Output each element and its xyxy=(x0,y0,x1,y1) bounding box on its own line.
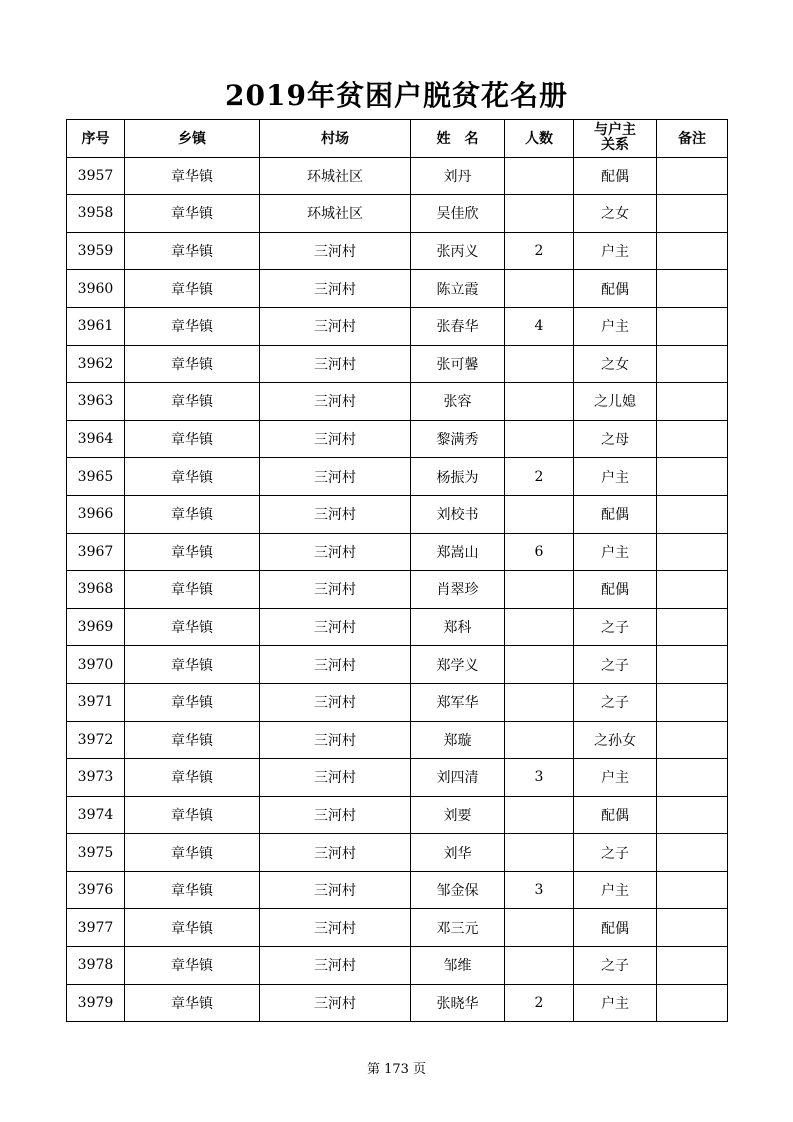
header-township: 乡镇 xyxy=(125,120,260,158)
document-title: 2019年贫困户脱贫花名册 xyxy=(225,79,568,112)
cell-relation: 户主 xyxy=(574,307,657,345)
cell-household-size xyxy=(505,796,574,834)
cell-relation: 户主 xyxy=(574,458,657,496)
cell-household-size: 2 xyxy=(505,232,574,270)
cell-remarks xyxy=(657,195,728,233)
cell-remarks xyxy=(657,458,728,496)
cell-name: 刘华 xyxy=(411,834,505,872)
cell-index: 3959 xyxy=(67,232,125,270)
cell-township: 章华镇 xyxy=(125,195,260,233)
cell-name: 张丙义 xyxy=(411,232,505,270)
cell-village: 三河村 xyxy=(260,834,411,872)
cell-remarks xyxy=(657,495,728,533)
header-relation-text: 与户主 关系 xyxy=(594,122,636,154)
cell-township: 章华镇 xyxy=(125,909,260,947)
cell-household-size xyxy=(505,195,574,233)
cell-township: 章华镇 xyxy=(125,947,260,985)
cell-name: 邓三元 xyxy=(411,909,505,947)
cell-household-size: 3 xyxy=(505,871,574,909)
cell-name: 郑璇 xyxy=(411,721,505,759)
cell-relation: 之子 xyxy=(574,646,657,684)
cell-name: 杨振为 xyxy=(411,458,505,496)
cell-township: 章华镇 xyxy=(125,307,260,345)
cell-name: 张可馨 xyxy=(411,345,505,383)
cell-index: 3975 xyxy=(67,834,125,872)
cell-township: 章华镇 xyxy=(125,232,260,270)
cell-remarks xyxy=(657,834,728,872)
cell-index: 3974 xyxy=(67,796,125,834)
cell-relation: 之孙女 xyxy=(574,721,657,759)
cell-remarks xyxy=(657,307,728,345)
cell-household-size xyxy=(505,909,574,947)
table-row xyxy=(67,495,728,533)
cell-township: 章华镇 xyxy=(125,834,260,872)
cell-remarks xyxy=(657,871,728,909)
cell-village: 三河村 xyxy=(260,796,411,834)
cell-remarks xyxy=(657,345,728,383)
cell-village: 三河村 xyxy=(260,683,411,721)
table-row xyxy=(67,608,728,646)
cell-name: 刘四清 xyxy=(411,759,505,797)
cell-name: 吴佳欣 xyxy=(411,195,505,233)
cell-relation: 户主 xyxy=(574,984,657,1022)
cell-household-size xyxy=(505,721,574,759)
table-row xyxy=(67,759,728,797)
cell-remarks xyxy=(657,533,728,571)
cell-township: 章华镇 xyxy=(125,533,260,571)
cell-township: 章华镇 xyxy=(125,683,260,721)
cell-village: 环城社区 xyxy=(260,157,411,195)
cell-index: 3962 xyxy=(67,345,125,383)
cell-township: 章华镇 xyxy=(125,495,260,533)
cell-household-size xyxy=(505,683,574,721)
cell-name: 黎满秀 xyxy=(411,420,505,458)
cell-remarks xyxy=(657,759,728,797)
cell-index: 3972 xyxy=(67,721,125,759)
cell-household-size xyxy=(505,834,574,872)
header-remarks: 备注 xyxy=(657,120,728,158)
cell-index: 3968 xyxy=(67,571,125,609)
cell-village: 三河村 xyxy=(260,232,411,270)
cell-remarks xyxy=(657,571,728,609)
cell-relation: 配偶 xyxy=(574,909,657,947)
cell-index: 3957 xyxy=(67,157,125,195)
cell-township: 章华镇 xyxy=(125,646,260,684)
cell-name: 刘丹 xyxy=(411,157,505,195)
table-body xyxy=(67,157,728,1022)
page-number: 第 173 页 xyxy=(366,1062,427,1077)
cell-index: 3967 xyxy=(67,533,125,571)
header-index: 序号 xyxy=(67,120,125,158)
cell-relation: 之女 xyxy=(574,195,657,233)
cell-relation: 配偶 xyxy=(574,495,657,533)
cell-index: 3978 xyxy=(67,947,125,985)
cell-relation: 户主 xyxy=(574,871,657,909)
cell-name: 张容 xyxy=(411,383,505,421)
table-row xyxy=(67,571,728,609)
cell-index: 3961 xyxy=(67,307,125,345)
cell-index: 3960 xyxy=(67,270,125,308)
table-row xyxy=(67,947,728,985)
cell-household-size xyxy=(505,345,574,383)
cell-remarks xyxy=(657,947,728,985)
cell-relation: 配偶 xyxy=(574,796,657,834)
cell-household-size xyxy=(505,495,574,533)
cell-village: 三河村 xyxy=(260,984,411,1022)
cell-township: 章华镇 xyxy=(125,458,260,496)
cell-village: 三河村 xyxy=(260,383,411,421)
cell-household-size: 4 xyxy=(505,307,574,345)
cell-township: 章华镇 xyxy=(125,270,260,308)
cell-village: 三河村 xyxy=(260,759,411,797)
cell-remarks xyxy=(657,383,728,421)
cell-village: 三河村 xyxy=(260,458,411,496)
table-header-row xyxy=(67,120,728,158)
cell-name: 邹金保 xyxy=(411,871,505,909)
table-row xyxy=(67,796,728,834)
cell-index: 3976 xyxy=(67,871,125,909)
cell-index: 3970 xyxy=(67,646,125,684)
cell-index: 3973 xyxy=(67,759,125,797)
cell-household-size xyxy=(505,571,574,609)
cell-relation: 之女 xyxy=(574,345,657,383)
cell-village: 三河村 xyxy=(260,270,411,308)
table-row xyxy=(67,157,728,195)
cell-remarks xyxy=(657,232,728,270)
cell-township: 章华镇 xyxy=(125,571,260,609)
roster-table xyxy=(66,119,728,1022)
cell-township: 章华镇 xyxy=(125,871,260,909)
cell-name: 郑嵩山 xyxy=(411,533,505,571)
cell-village: 环城社区 xyxy=(260,195,411,233)
table-row xyxy=(67,683,728,721)
cell-household-size xyxy=(505,646,574,684)
cell-relation: 配偶 xyxy=(574,157,657,195)
table-row xyxy=(67,345,728,383)
table-row xyxy=(67,383,728,421)
cell-name: 刘要 xyxy=(411,796,505,834)
cell-name: 张晓华 xyxy=(411,984,505,1022)
cell-household-size: 2 xyxy=(505,984,574,1022)
cell-township: 章华镇 xyxy=(125,345,260,383)
cell-village: 三河村 xyxy=(260,721,411,759)
header-household-size: 人数 xyxy=(505,120,574,158)
cell-relation: 之子 xyxy=(574,608,657,646)
cell-relation: 户主 xyxy=(574,232,657,270)
cell-household-size xyxy=(505,608,574,646)
cell-township: 章华镇 xyxy=(125,383,260,421)
cell-relation: 户主 xyxy=(574,533,657,571)
cell-village: 三河村 xyxy=(260,947,411,985)
cell-village: 三河村 xyxy=(260,871,411,909)
cell-name: 郑军华 xyxy=(411,683,505,721)
cell-name: 刘校书 xyxy=(411,495,505,533)
header-name: 姓 名 xyxy=(411,120,505,158)
cell-township: 章华镇 xyxy=(125,420,260,458)
cell-household-size xyxy=(505,420,574,458)
cell-household-size xyxy=(505,947,574,985)
cell-relation: 之子 xyxy=(574,947,657,985)
cell-household-size: 3 xyxy=(505,759,574,797)
cell-remarks xyxy=(657,157,728,195)
cell-relation: 之子 xyxy=(574,683,657,721)
cell-village: 三河村 xyxy=(260,495,411,533)
table-row xyxy=(67,984,728,1022)
cell-township: 章华镇 xyxy=(125,608,260,646)
table-row xyxy=(67,646,728,684)
cell-village: 三河村 xyxy=(260,571,411,609)
cell-remarks xyxy=(657,721,728,759)
cell-village: 三河村 xyxy=(260,646,411,684)
table-row xyxy=(67,909,728,947)
cell-name: 邹维 xyxy=(411,947,505,985)
cell-relation: 之母 xyxy=(574,420,657,458)
cell-index: 3966 xyxy=(67,495,125,533)
cell-township: 章华镇 xyxy=(125,984,260,1022)
cell-village: 三河村 xyxy=(260,345,411,383)
header-village: 村场 xyxy=(260,120,411,158)
cell-township: 章华镇 xyxy=(125,157,260,195)
table-row xyxy=(67,834,728,872)
cell-remarks xyxy=(657,646,728,684)
cell-household-size xyxy=(505,270,574,308)
cell-index: 3963 xyxy=(67,383,125,421)
cell-name: 郑学义 xyxy=(411,646,505,684)
cell-relation: 配偶 xyxy=(574,270,657,308)
cell-village: 三河村 xyxy=(260,608,411,646)
table-row xyxy=(67,307,728,345)
cell-township: 章华镇 xyxy=(125,796,260,834)
cell-remarks xyxy=(657,420,728,458)
cell-remarks xyxy=(657,270,728,308)
cell-household-size xyxy=(505,157,574,195)
cell-index: 3964 xyxy=(67,420,125,458)
table-row xyxy=(67,420,728,458)
header-relation xyxy=(574,120,657,158)
cell-relation: 之子 xyxy=(574,834,657,872)
cell-index: 3977 xyxy=(67,909,125,947)
cell-name: 郑科 xyxy=(411,608,505,646)
cell-household-size: 2 xyxy=(505,458,574,496)
cell-village: 三河村 xyxy=(260,307,411,345)
cell-name: 陈立霞 xyxy=(411,270,505,308)
cell-index: 3965 xyxy=(67,458,125,496)
table-row xyxy=(67,232,728,270)
cell-index: 3958 xyxy=(67,195,125,233)
table-row xyxy=(67,195,728,233)
cell-township: 章华镇 xyxy=(125,721,260,759)
cell-index: 3971 xyxy=(67,683,125,721)
cell-remarks xyxy=(657,608,728,646)
table-row xyxy=(67,721,728,759)
cell-township: 章华镇 xyxy=(125,759,260,797)
table-row xyxy=(67,458,728,496)
cell-village: 三河村 xyxy=(260,909,411,947)
table-row xyxy=(67,270,728,308)
cell-relation: 户主 xyxy=(574,759,657,797)
table-row xyxy=(67,533,728,571)
cell-household-size: 6 xyxy=(505,533,574,571)
cell-village: 三河村 xyxy=(260,420,411,458)
cell-remarks xyxy=(657,909,728,947)
cell-remarks xyxy=(657,984,728,1022)
cell-remarks xyxy=(657,796,728,834)
cell-relation: 之儿媳 xyxy=(574,383,657,421)
cell-village: 三河村 xyxy=(260,533,411,571)
cell-household-size xyxy=(505,383,574,421)
table-row xyxy=(67,871,728,909)
cell-name: 肖翠珍 xyxy=(411,571,505,609)
cell-name: 张春华 xyxy=(411,307,505,345)
cell-relation: 配偶 xyxy=(574,571,657,609)
cell-remarks xyxy=(657,683,728,721)
cell-index: 3979 xyxy=(67,984,125,1022)
cell-index: 3969 xyxy=(67,608,125,646)
